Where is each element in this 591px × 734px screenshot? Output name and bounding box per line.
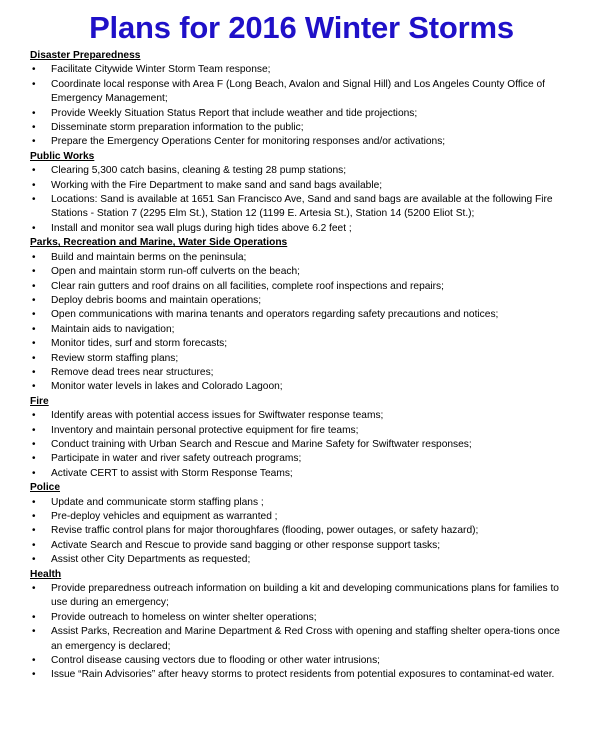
section-heading: Fire <box>30 395 49 407</box>
bullet-icon: • <box>32 194 36 206</box>
section-heading: Disaster Preparedness <box>30 50 141 61</box>
bullet-icon: • <box>32 280 36 292</box>
list-item <box>30 409 573 423</box>
list-item <box>30 179 573 193</box>
bullet-icon: • <box>32 410 36 422</box>
section-heading: Public Works <box>30 150 95 162</box>
bullet-list <box>30 63 573 149</box>
list-item-text: Remove dead trees near structures; <box>51 366 214 378</box>
list-item <box>30 323 573 337</box>
list-item <box>30 510 573 524</box>
list-item <box>30 424 573 438</box>
list-item <box>30 337 573 351</box>
list-item-text: Update and communicate storm staffing plans ; <box>51 496 264 508</box>
list-item-text: Maintain aids to navigation; <box>51 323 175 335</box>
page-title: Plans for 2016 Winter Storms <box>89 10 514 45</box>
list-item <box>30 193 573 222</box>
section-fire <box>30 395 573 481</box>
list-item-text: Review storm staffing plans; <box>51 352 179 364</box>
list-item <box>30 625 573 654</box>
list-item <box>30 366 573 380</box>
section-health <box>30 568 573 683</box>
section-police <box>30 481 573 567</box>
bullet-icon: • <box>32 525 36 537</box>
list-item <box>30 539 573 553</box>
bullet-icon: • <box>32 78 36 90</box>
list-item-text: Install and monitor sea wall plugs during high tides above 6.2 feet ; <box>51 222 352 234</box>
list-item-text: Assist other City Departments as requested; <box>51 554 251 566</box>
list-item-text: Participate in water and river safety outreach programs; <box>51 453 302 465</box>
list-item <box>30 611 573 625</box>
list-item-text: Control disease causing vectors due to flooding or other water intrusions; <box>51 655 381 667</box>
list-item-text: Open and maintain storm run-off culverts on the beach; <box>51 266 300 278</box>
bullet-icon: • <box>32 583 36 595</box>
bullet-icon: • <box>32 323 36 335</box>
list-item <box>30 294 573 308</box>
bullet-list <box>30 251 573 395</box>
list-item-text: Locations: Sand is available at 1651 San Francisco Ave, Sand and sand bags are available at the following Fire Stations - Station 7 (2295 Elm St.), Station 12 (1199 E. Artesia St.), Station 14 (5200 Eliot St.); <box>51 194 553 220</box>
list-item-text: Pre-deploy vehicles and equipment as warranted ; <box>51 511 278 522</box>
list-item-text: Monitor water levels in lakes and Colorado Lagoon; <box>51 381 283 393</box>
list-item <box>30 654 573 668</box>
list-item-text: Clearing 5,300 catch basins, cleaning & testing 28 pump stations; <box>51 165 347 177</box>
section-public-works <box>30 150 573 236</box>
list-item-text: Monitor tides, surf and storm forecasts; <box>51 338 228 350</box>
bullet-icon: • <box>32 424 36 436</box>
list-item <box>30 222 573 236</box>
list-item-text: Revise traffic control plans for major thoroughfares (flooding, power outages, or safety hazard); <box>51 525 479 537</box>
list-item-text: Activate CERT to assist with Storm Response Teams; <box>51 467 293 479</box>
list-item-text: Facilitate Citywide Winter Storm Team response; <box>51 64 271 76</box>
list-item <box>30 308 573 322</box>
bullet-icon: • <box>32 381 36 393</box>
bullet-list <box>30 164 573 236</box>
bullet-list <box>30 582 573 683</box>
bullet-icon: • <box>32 251 36 263</box>
list-item-text: Build and maintain berms on the peninsula; <box>51 251 247 263</box>
list-item <box>30 135 573 149</box>
bullet-icon: • <box>32 352 36 364</box>
list-item <box>30 280 573 294</box>
sections-container <box>30 49 573 683</box>
bullet-icon: • <box>32 64 36 76</box>
bullet-icon: • <box>32 309 36 321</box>
list-item-text: Open communications with marina tenants and operators regarding safety precautions and notices; <box>51 309 499 321</box>
bullet-icon: • <box>32 165 36 177</box>
list-item-text: Coordinate local response with Area F (Long Beach, Avalon and Signal Hill) and Los Angeles County Office of Emergency Management; <box>51 78 546 105</box>
list-item-text: Assist Parks, Recreation and Marine Department & Red Cross with opening and staffing shelter opera-tions once an emergency is declared; <box>51 626 560 652</box>
list-item <box>30 164 573 178</box>
bullet-icon: • <box>32 669 36 681</box>
list-item-text: Clear rain gutters and roof drains on all facilities, complete roof inspections and repairs; <box>51 280 444 292</box>
list-item <box>30 107 573 121</box>
section-parks-recreation-and-marine-water-side-operations <box>30 236 573 394</box>
bullet-icon: • <box>32 554 36 566</box>
list-item <box>30 452 573 466</box>
list-item-text: Prepare the Emergency Operations Center for monitoring responses and/or activations; <box>51 136 446 148</box>
bullet-icon: • <box>32 453 36 465</box>
bullet-icon: • <box>32 122 36 134</box>
bullet-icon: • <box>32 179 36 191</box>
list-item-text: Provide outreach to homeless on winter shelter operations; <box>51 611 317 623</box>
list-item-text: Conduct training with Urban Search and Rescue and Marine Safety for Swiftwater responses; <box>51 438 472 450</box>
list-item-text: Issue “Rain Advisories” after heavy storms to protect residents from potential exposures to contaminat-ed water. <box>51 669 555 681</box>
list-item <box>30 668 573 682</box>
bullet-list <box>30 496 573 568</box>
bullet-list <box>30 409 573 481</box>
bullet-icon: • <box>32 266 36 278</box>
bullet-icon: • <box>32 539 36 551</box>
list-item-text: Identify areas with potential access issues for Swiftwater response teams; <box>51 410 384 422</box>
bullet-icon: • <box>32 655 36 667</box>
list-item <box>30 553 573 567</box>
bullet-icon: • <box>32 107 36 119</box>
list-item <box>30 78 573 107</box>
list-item-text: Activate Search and Rescue to provide sand bagging or other response support tasks; <box>51 539 441 551</box>
list-item <box>30 121 573 135</box>
list-item <box>30 582 573 611</box>
bullet-icon: • <box>32 496 36 508</box>
list-item-text: Deploy debris booms and maintain operations; <box>51 294 262 306</box>
list-item-text: Inventory and maintain personal protective equipment for fire teams; <box>51 424 359 436</box>
bullet-icon: • <box>32 366 36 378</box>
list-item-text: Provide Weekly Situation Status Report that include weather and tide projections; <box>51 107 418 119</box>
bullet-icon: • <box>32 294 36 306</box>
list-item <box>30 352 573 366</box>
bullet-icon: • <box>32 467 36 479</box>
bullet-icon: • <box>32 626 36 638</box>
bullet-icon: • <box>32 136 36 148</box>
list-item <box>30 251 573 265</box>
bullet-icon: • <box>32 338 36 350</box>
list-item <box>30 438 573 452</box>
list-item <box>30 380 573 394</box>
list-item <box>30 496 573 510</box>
list-item <box>30 265 573 279</box>
section-disaster-preparedness <box>30 49 573 150</box>
section-heading: Police <box>30 482 61 494</box>
bullet-icon: • <box>32 611 36 623</box>
list-item <box>30 524 573 538</box>
bullet-icon: • <box>32 438 36 450</box>
list-item-text: Working with the Fire Department to make sand and sand bags available; <box>51 179 383 191</box>
list-item <box>30 467 573 481</box>
list-item <box>30 63 573 77</box>
bullet-icon: • <box>32 511 36 522</box>
list-item-text: Provide preparedness outreach information on building a kit and developing communications plans for families to use during an emergency; <box>51 583 559 609</box>
section-heading: Parks, Recreation and Marine, Water Side Operations <box>30 237 288 249</box>
list-item-text: Disseminate storm preparation information to the public; <box>51 122 304 134</box>
section-heading: Health <box>30 568 62 580</box>
bullet-icon: • <box>32 222 36 234</box>
